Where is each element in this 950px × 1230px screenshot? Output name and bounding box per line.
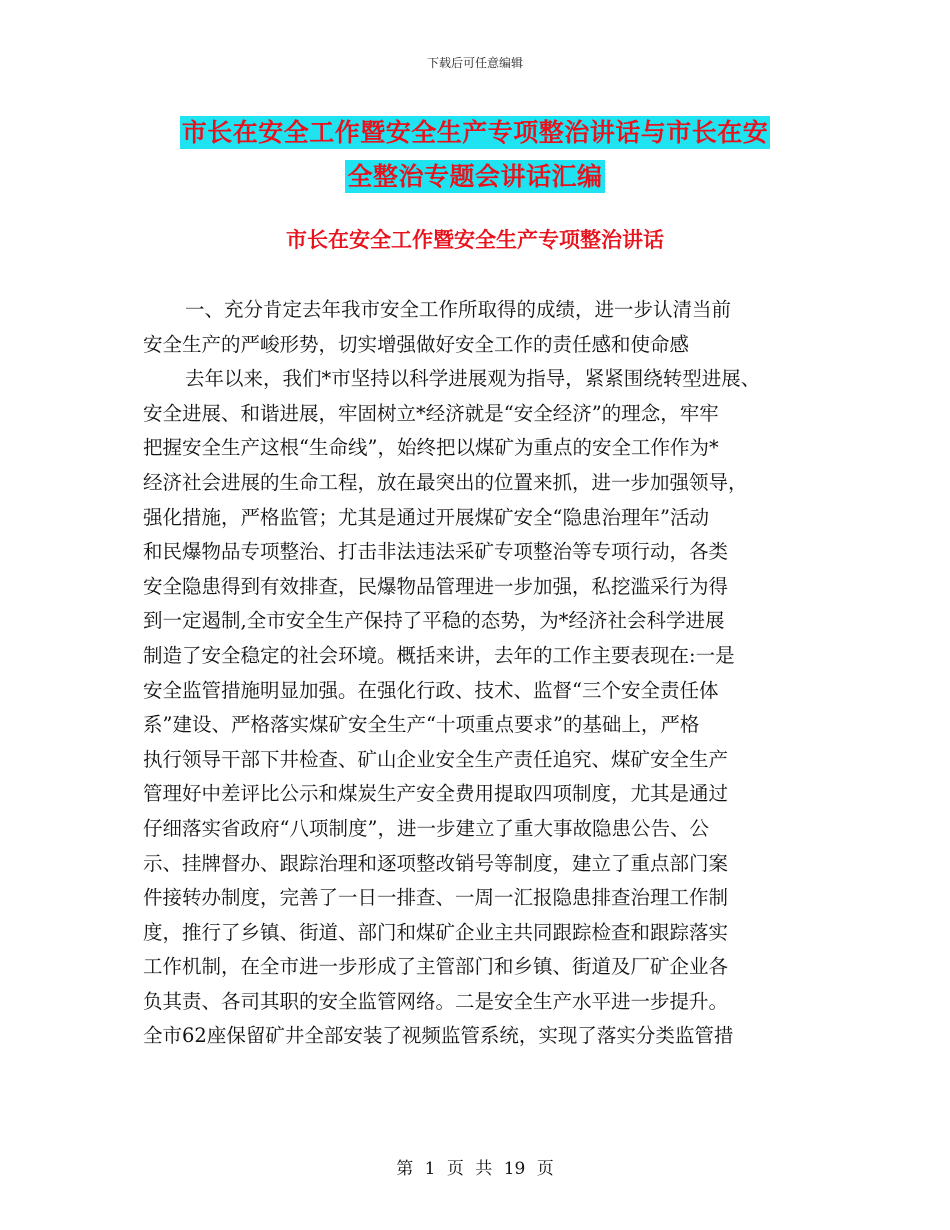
paragraph-line: 经济社会进展的生命工程，放在最突出的位置来抓，进一步加强领导， [143,470,748,494]
title-highlight-1: 市长在安全工作暨安全生产专项整治讲话与市长在安 [181,118,769,147]
header-note: 下载后可任意编辑 [426,56,523,70]
paragraph-line: 强化措施，严格监管；尤其是通过开展煤矿安全“隐患治理年”活动 [143,505,709,529]
paragraph-line: 件接转办制度，完善了一日一排查、一周一汇报隐患排查治理工作制 [143,886,729,910]
paragraph-line: 负其责、各司其职的安全监管网络。二是安全生产水平进一步提升。 [143,989,729,1013]
document-title-line-2 [0,157,950,193]
paragraph-line: 安全生产的严峻形势，切实增强做好安全工作的责任感和使命感 [143,332,690,356]
paragraph-line: 到一定遏制,全市安全生产保持了平稳的态势，为*经济社会科学进展 [143,609,725,633]
body-text [143,293,823,1054]
paragraph-line: 系”建设、严格落实煤矿安全生产“十项重点要求”的基础上，严格 [143,713,700,737]
paragraph-line: 工作机制，在全市进一步形成了主管部门和乡镇、街道及厂矿企业各 [143,955,729,979]
section-title: 市长在安全工作暨安全生产专项整治讲话 [286,228,664,252]
paragraph-line: 把握安全生产这根“生命线”，始终把以煤矿为重点的安全工作作为* [143,436,719,460]
document-title-line-1 [0,113,950,149]
paragraph-line: 示、挂牌督办、跟踪治理和逐项整改销号等制度，建立了重点部门案 [143,851,729,875]
paragraph-line: 度，推行了乡镇、街道、部门和煤矿企业主共同跟踪检查和跟踪落实 [143,920,729,944]
paragraph-line: 安全隐患得到有效排查，民爆物品管理进一步加强，私挖滥采行为得 [143,574,729,598]
paragraph-line: 安全进展、和谐进展，牢固树立*经济就是“安全经济”的理念，牢牢 [143,401,719,425]
paragraph-line: 管理好中差评比公示和煤炭生产安全费用提取四项制度，尤其是通过 [143,782,729,806]
title-highlight-2: 全整治专题会讲话汇编 [347,162,603,191]
paragraph-line: 安全监管措施明显加强。在强化行政、技术、监督“三个安全责任体 [143,678,719,702]
paragraph-line: 全市62座保留矿井全部安装了视频监管系统，实现了落实分类监管措 [143,1024,734,1048]
page-footer: 第 1 页 共 19 页 [396,1159,554,1179]
paragraph-line: 执行领导干部下井检查、矿山企业安全生产责任追究、煤矿安全生产 [143,747,729,771]
paragraph-line: 和民爆物品专项整治、打击非法违法采矿专项整治等专项行动，各类 [143,540,729,564]
paragraph-line: 制造了安全稳定的社会环境。概括来讲，去年的工作主要表现在:一是 [143,643,735,667]
paragraph-line: 一、充分肯定去年我市安全工作所取得的成绩，进一步认清当前 [185,298,732,321]
paragraph-line: 去年以来，我们*市坚持以科学进展观为指导，紧紧围绕转型进展、 [185,367,761,391]
paragraph-line: 仔细落实省政府“八项制度”，进一步建立了重大事故隐患公告、公 [143,816,709,840]
